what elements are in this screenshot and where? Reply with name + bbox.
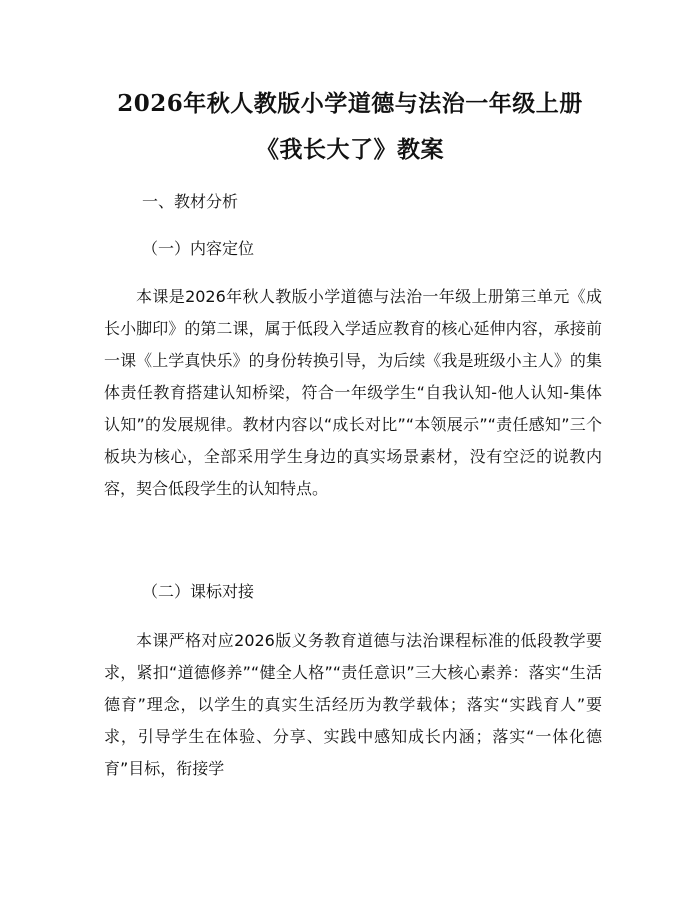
subsection-heading-curriculum-standards: （二）课标对接 [142, 582, 255, 601]
document-title-line-1: 2026年秋人教版小学道德与法治一年级上册 [117, 90, 583, 117]
document-title-line-2: 《我长大了》教案 [256, 136, 444, 163]
paragraph-curriculum-standards: 本课严格对应2026版义务教育道德与法治课程标准的低段教学要求，紧扣“道德修养”“健全人格”“责任意识”三大核心素养：落实“生活德育”理念，以学生的真实生活经历为教学载体；落实“实践育人”要求，引导学生在体验、分享、实践中感知成长内涵；落实“一体化德育”目标，衔接学 [104, 631, 602, 778]
paragraph-content-positioning: 本课是2026年秋人教版小学道德与法治一年级上册第三单元《成长小脚印》的第二课，属于低段入学适应教育的核心延伸内容，承接前一课《上学真快乐》的身份转换引导，为后续《我是班级小主人》的集体责任教育搭建认知桥梁，符合一年级学生“自我认知-他人认知-集体认知”的发展规律。教材内容以“成长对比”“本领展示”“责任感知”三个板块为核心，全部采用学生身边的真实场景素材，没有空泛的说教内容，契合低段学生的认知特点。 [104, 287, 602, 498]
section-heading-textbook-analysis: 一、教材分析 [142, 192, 239, 211]
subsection-heading-content-positioning: （一）内容定位 [142, 239, 255, 258]
